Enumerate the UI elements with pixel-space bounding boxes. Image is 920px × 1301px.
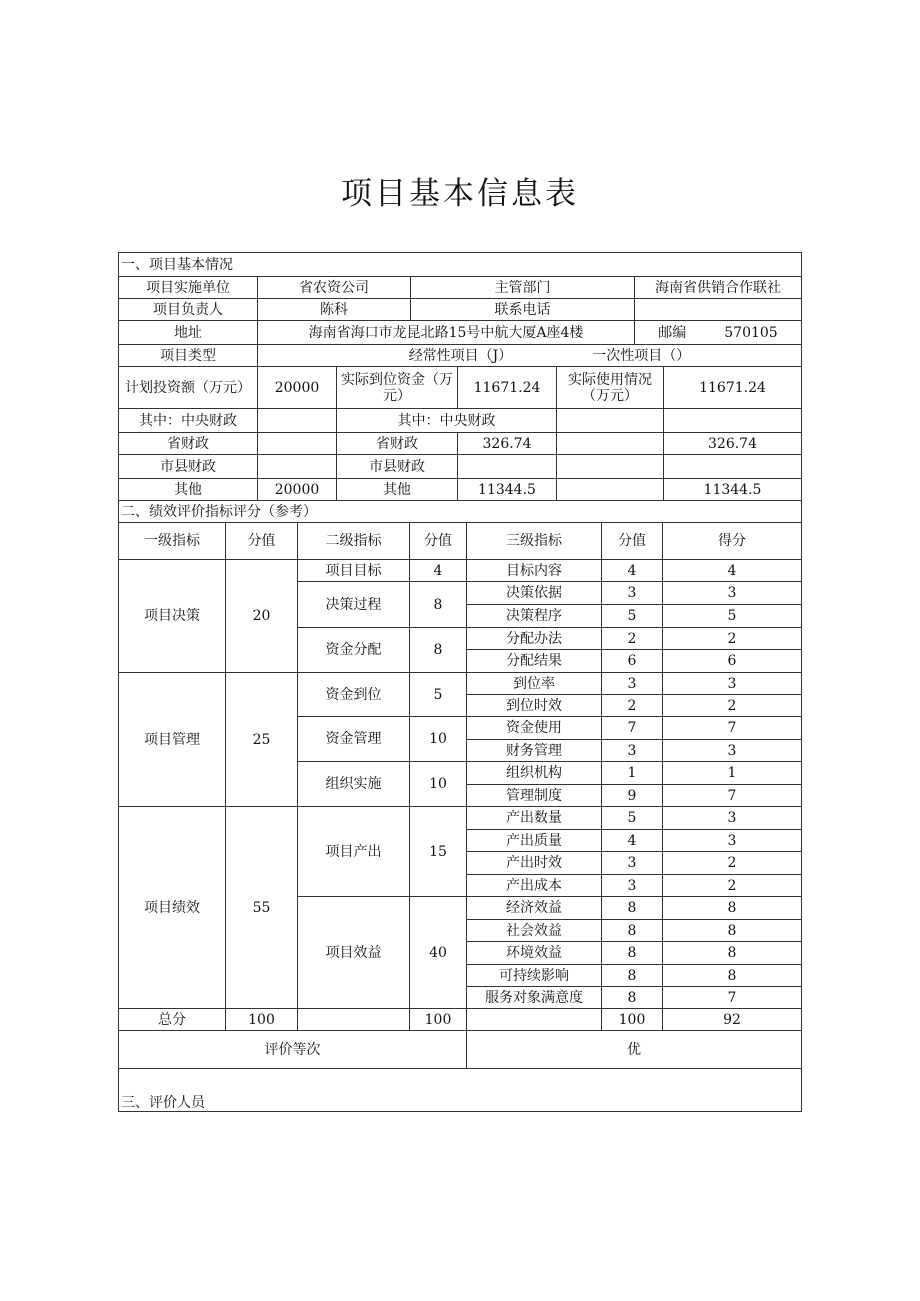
level3-result: 3 <box>663 740 801 762</box>
header-score2: 分值 <box>410 523 467 560</box>
level3-name: 产出成本 <box>467 875 602 897</box>
actual-funds-value: 11671.24 <box>458 367 557 409</box>
address-label: 地址 <box>119 321 258 345</box>
level1-name: 项目管理 <box>119 673 226 807</box>
level3-result: 4 <box>663 560 801 582</box>
level2-score: 15 <box>410 807 467 897</box>
level3-name: 决策程序 <box>467 605 602 628</box>
level3-name: 管理制度 <box>467 785 602 807</box>
other-funds: 11344.5 <box>458 479 557 501</box>
county-funds <box>458 455 557 479</box>
level3-name: 环境效益 <box>467 942 602 965</box>
level3-result: 7 <box>663 717 801 740</box>
prov-label-b: 省财政 <box>337 433 458 455</box>
level3-name: 到位率 <box>467 673 602 695</box>
section2-heading: 二、绩效评价指标评分（参考） <box>119 501 801 523</box>
actual-use-label: 实际使用情况（万元） <box>557 367 664 409</box>
prov-label-a: 省财政 <box>119 433 258 455</box>
impl-unit-label: 项目实施单位 <box>119 277 258 299</box>
level3-name: 财务管理 <box>467 740 602 762</box>
level3-result: 2 <box>663 695 801 717</box>
total-label: 总分 <box>119 1009 226 1031</box>
phone-value <box>635 299 801 321</box>
level3-result: 2 <box>663 852 801 875</box>
actual-use-value: 11671.24 <box>664 367 801 409</box>
level2-score: 4 <box>410 560 467 582</box>
plan-invest-value: 20000 <box>258 367 337 409</box>
level3-score: 3 <box>602 875 663 897</box>
total-level2: 100 <box>410 1009 467 1031</box>
level3-name: 资金使用 <box>467 717 602 740</box>
header-result: 得分 <box>663 523 801 560</box>
central-label-b: 其中：中央财政 <box>337 409 557 433</box>
total-level3: 100 <box>602 1009 663 1031</box>
level3-score: 8 <box>602 897 663 920</box>
section3-heading: 三、评价人员 <box>121 1095 205 1111</box>
level3-name: 产出时效 <box>467 852 602 875</box>
level3-score: 8 <box>602 965 663 987</box>
level3-name: 社会效益 <box>467 920 602 942</box>
level3-score: 1 <box>602 762 663 785</box>
level2-score: 10 <box>410 762 467 807</box>
address-value: 海南省海口市龙昆北路15号中航大厦A座4楼 <box>258 321 635 345</box>
central-plan <box>258 409 337 433</box>
level1-score: 20 <box>226 560 298 673</box>
other-label-b: 其他 <box>337 479 458 501</box>
total-result: 92 <box>663 1009 801 1031</box>
level2-name: 组织实施 <box>298 762 410 807</box>
level2-name: 决策过程 <box>298 582 410 628</box>
prov-blank <box>557 433 664 455</box>
level3-name: 可持续影响 <box>467 965 602 987</box>
level2-name: 资金管理 <box>298 717 410 762</box>
total-blank-b <box>467 1009 602 1031</box>
county-plan <box>258 455 337 479</box>
actual-funds-label: 实际到位资金（万元） <box>337 367 458 409</box>
prov-funds: 326.74 <box>458 433 557 455</box>
type-recurring: 经常性项目（J） <box>408 347 513 364</box>
level3-result: 2 <box>663 628 801 650</box>
other-blank <box>557 479 664 501</box>
level2-name: 项目效益 <box>298 897 410 1009</box>
other-label-a: 其他 <box>119 479 258 501</box>
level2-score: 5 <box>410 673 467 717</box>
level3-score: 5 <box>602 807 663 830</box>
header-score1: 分值 <box>226 523 298 560</box>
county-label-b: 市县财政 <box>337 455 458 479</box>
level2-name: 资金分配 <box>298 628 410 673</box>
level2-name: 资金到位 <box>298 673 410 717</box>
level3-score: 4 <box>602 560 663 582</box>
plan-invest-label: 计划投资额（万元） <box>119 367 258 409</box>
level2-score: 40 <box>410 897 467 1009</box>
level3-name: 组织机构 <box>467 762 602 785</box>
phone-label: 联系电话 <box>411 299 635 321</box>
postcode-label: 邮编 <box>658 324 687 341</box>
postcode-value: 570105 <box>724 324 778 341</box>
level3-result: 6 <box>663 650 801 673</box>
level3-score: 3 <box>602 673 663 695</box>
county-blank <box>557 455 664 479</box>
level1-score: 55 <box>226 807 298 1009</box>
level3-result: 3 <box>663 807 801 830</box>
level3-score: 4 <box>602 830 663 852</box>
grade-label: 评价等次 <box>119 1031 467 1069</box>
level3-result: 8 <box>663 897 801 920</box>
level3-name: 服务对象满意度 <box>467 987 602 1009</box>
level3-name: 目标内容 <box>467 560 602 582</box>
total-blank-a <box>298 1009 410 1031</box>
level3-name: 分配结果 <box>467 650 602 673</box>
level2-name: 项目目标 <box>298 560 410 582</box>
section1-heading: 一、项目基本情况 <box>119 253 801 277</box>
level3-result: 7 <box>663 785 801 807</box>
level2-score: 8 <box>410 628 467 673</box>
header-score3: 分值 <box>602 523 663 560</box>
total-level1: 100 <box>226 1009 298 1031</box>
central-use <box>664 409 801 433</box>
county-use <box>664 455 801 479</box>
page-title: 项目基本信息表 <box>341 176 579 212</box>
level3-name: 经济效益 <box>467 897 602 920</box>
level3-name: 决策依据 <box>467 582 602 605</box>
info-table <box>118 252 802 1112</box>
header-level1: 一级指标 <box>119 523 226 560</box>
type-label: 项目类型 <box>119 345 258 367</box>
county-label-a: 市县财政 <box>119 455 258 479</box>
header-level2: 二级指标 <box>298 523 410 560</box>
grade-value: 优 <box>467 1031 801 1069</box>
type-onetime: 一次性项目（） <box>592 347 691 364</box>
level3-score: 8 <box>602 987 663 1009</box>
dept-label: 主管部门 <box>411 277 635 299</box>
leader-label: 项目负责人 <box>119 299 258 321</box>
type-values <box>258 345 801 367</box>
level3-result: 8 <box>663 942 801 965</box>
level3-result: 3 <box>663 673 801 695</box>
level3-score: 2 <box>602 628 663 650</box>
level3-result: 7 <box>663 987 801 1009</box>
level1-name: 项目绩效 <box>119 807 226 1009</box>
central-label-a: 其中：中央财政 <box>119 409 258 433</box>
level3-result: 8 <box>663 920 801 942</box>
postcode-cell <box>635 321 801 345</box>
level1-name: 项目决策 <box>119 560 226 673</box>
level3-result: 5 <box>663 605 801 628</box>
level3-name: 到位时效 <box>467 695 602 717</box>
other-plan: 20000 <box>258 479 337 501</box>
level3-score: 8 <box>602 942 663 965</box>
level2-score: 10 <box>410 717 467 762</box>
level3-result: 3 <box>663 582 801 605</box>
level3-name: 产出质量 <box>467 830 602 852</box>
level3-score: 7 <box>602 717 663 740</box>
level3-score: 8 <box>602 920 663 942</box>
level3-score: 2 <box>602 695 663 717</box>
level2-score: 8 <box>410 582 467 628</box>
dept-value: 海南省供销合作联社 <box>635 277 801 299</box>
level3-score: 3 <box>602 582 663 605</box>
level3-result: 8 <box>663 965 801 987</box>
header-level3: 三级指标 <box>467 523 602 560</box>
level3-result: 3 <box>663 830 801 852</box>
level3-score: 3 <box>602 852 663 875</box>
impl-unit-value: 省农资公司 <box>258 277 411 299</box>
level2-name: 项目产出 <box>298 807 410 897</box>
prov-use: 326.74 <box>664 433 801 455</box>
level3-score: 5 <box>602 605 663 628</box>
level3-name: 产出数量 <box>467 807 602 830</box>
level3-score: 9 <box>602 785 663 807</box>
other-use: 11344.5 <box>664 479 801 501</box>
level3-result: 1 <box>663 762 801 785</box>
level3-score: 3 <box>602 740 663 762</box>
prov-plan <box>258 433 337 455</box>
central-blank <box>557 409 664 433</box>
level1-score: 25 <box>226 673 298 807</box>
level3-score: 6 <box>602 650 663 673</box>
level3-result: 2 <box>663 875 801 897</box>
leader-value: 陈科 <box>258 299 411 321</box>
level3-name: 分配办法 <box>467 628 602 650</box>
